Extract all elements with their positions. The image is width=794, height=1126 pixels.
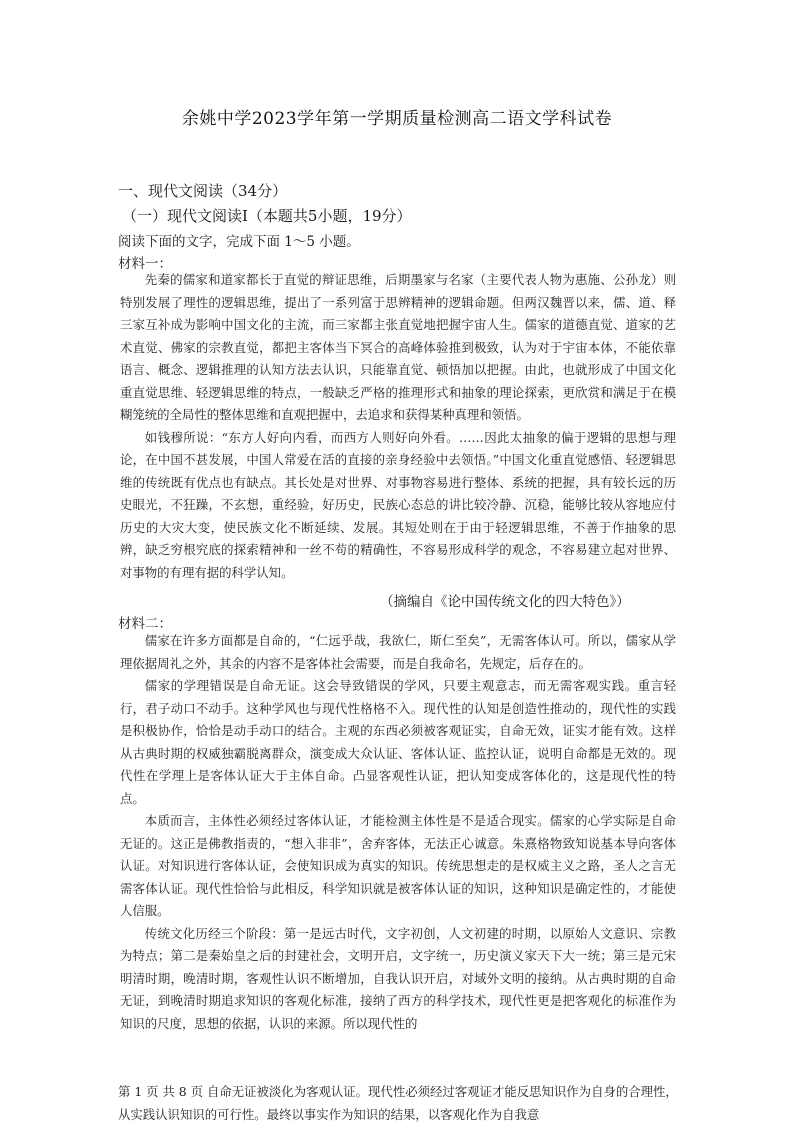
material2-paragraph: 儒家的学理错误是自命无证。这会导致错误的学风，只要主观意志，而无需客观实践。重言轻行，君子动口不动手。这种学风也与现代性格格不入。现代性的认知是创造性推动的，现代性的实践是积极协作，恰恰是动手动口的结合。主观的东西必须被客观证实，自命无效，证实才能有效。这样从古典时期的权威独霸脱离群众，演变成大众认证、客体认证、监控认证，说明自命都是无效的。现代性在学理上是客体认证大于主体自命。凸显客观性认证，把认知变成客体化的，这是现代性的特点。 <box>120 678 676 806</box>
material2-paragraph: 传统文化历经三个阶段：第一是远古时代，文字初创，人文初建的时期，以原始人文意识、宗教为特点；第二是秦始皇之后的封建社会，文明开启，文字统一，历史演义家天下大一统；第三是元宋明清时期，晚清时期，客观性认识不断增加，自我认识开启，对域外文明的接纳。从古典时期的自命无证，到晚清时期追求知识的客观化标准，接纳了西方的科学技术，现代性更是把客观化的标准作为知识的尺度，思想的依据，认识的来源。所以现代性的 <box>120 925 676 1031</box>
material1-label: 材料一： <box>118 256 172 272</box>
page-footer-line: 第 1 页 共 8 页 自命无证被淡化为客观认证。现代性必须经过客观证才能反思知识作为自身的合理性，从实践认识知识的可行性。最终以事实作为知识的结果，以客观化作为自我意 <box>118 1084 678 1122</box>
material1-paragraph: 如钱穆所说：“东方人好向内看，而西方人则好向外看。……因此太抽象的偏于逻辑的思想与理论，在中国不甚发展，中国人常爱在活的直接的亲身经验中去领悟。”中国文化重直觉感悟、轻逻辑思维的传统既有优点也有缺点。其长处是对世界、对事物容易进行整体、系统的把握，具有较长远的历史眼光，不狂躁，不玄想，重经验，好历史，民族心态总的讲比较冷静、沉稳，能够比较从容地应付历史的大灾大变，使民族文化不断延续、发展。其短处则在于由于轻逻辑思维，不善于作抽象的思辨，缺乏穷根究底的探索精神和一丝不苟的精确性，不容易形成科学的观念，不容易建立起对世界、对事物的有理有据的科学认知。 <box>120 429 676 580</box>
material2-body <box>120 630 676 1035</box>
material2-paragraph: 本质而言，主体性必须经过客体认证，才能检测主体性是不是适合现实。儒家的心学实际是自命无证的。这正是佛教指责的，“想入非非”，舍弃客体，无法正心诚意。朱熹格物致知说基本导向客体认证。对知识进行客体认证，会使知识成为真实的知识。传统思想走的是权威主义之路，圣人之言无需客体认证。现代性恰恰与此相反，科学知识就是被客体认证的知识，这种知识是确定性的，才能使人信服。 <box>120 813 676 918</box>
material1-body <box>120 269 676 584</box>
material2-label: 材料二： <box>118 616 172 632</box>
exam-title: 余姚中学2023学年第一学期质量检测高二语文学科试卷 <box>181 109 613 129</box>
instruction-text: 阅读下面的文字，完成下面 1～5 小题。 <box>118 234 360 250</box>
material2-paragraph: 儒家在许多方面都是自命的，“仁远乎哉，我欲仁，斯仁至矣”，无需客体认可。所以，儒家从学理依据周礼之外，其余的内容不是客体社会需要，而是自我命名，先规定，后存在的。 <box>120 633 676 671</box>
material1-paragraph: 先秦的儒家和道家都长于直觉的辩证思维，后期墨家与名家（主要代表人物为惠施、公孙龙）则特别发展了理性的逻辑思维，提出了一系列富于思辨精神的逻辑命题。但两汉魏晋以来，儒、道、释三家互补成为影响中国文化的主流，而三家都主张直觉地把握宇宙人生。儒家的道德直觉、道家的艺术直觉、佛家的宗教直觉，都把主客体当下冥合的高峰体验推到极致，认为对于宇宙本体，不能依靠语言、概念、逻辑推理的认知方法去认识，只能靠直觉、顿悟加以把握。由此，也就形成了中国文化重直觉思维、轻逻辑思维的特点，一般缺乏严格的推理形式和抽象的理论探索，更欣赏和满足于在模糊笼统的全局性的整体思维和直观把握中，去追求和获得某种真理和领悟。 <box>120 272 676 422</box>
material1-source: （摘编自《论中国传统文化的四大特色》） <box>380 594 630 610</box>
section-heading: 一、现代文阅读（34分） <box>118 182 288 200</box>
section-subheading: （一）现代文阅读Ⅰ（本题共5小题，19分） <box>122 207 412 225</box>
